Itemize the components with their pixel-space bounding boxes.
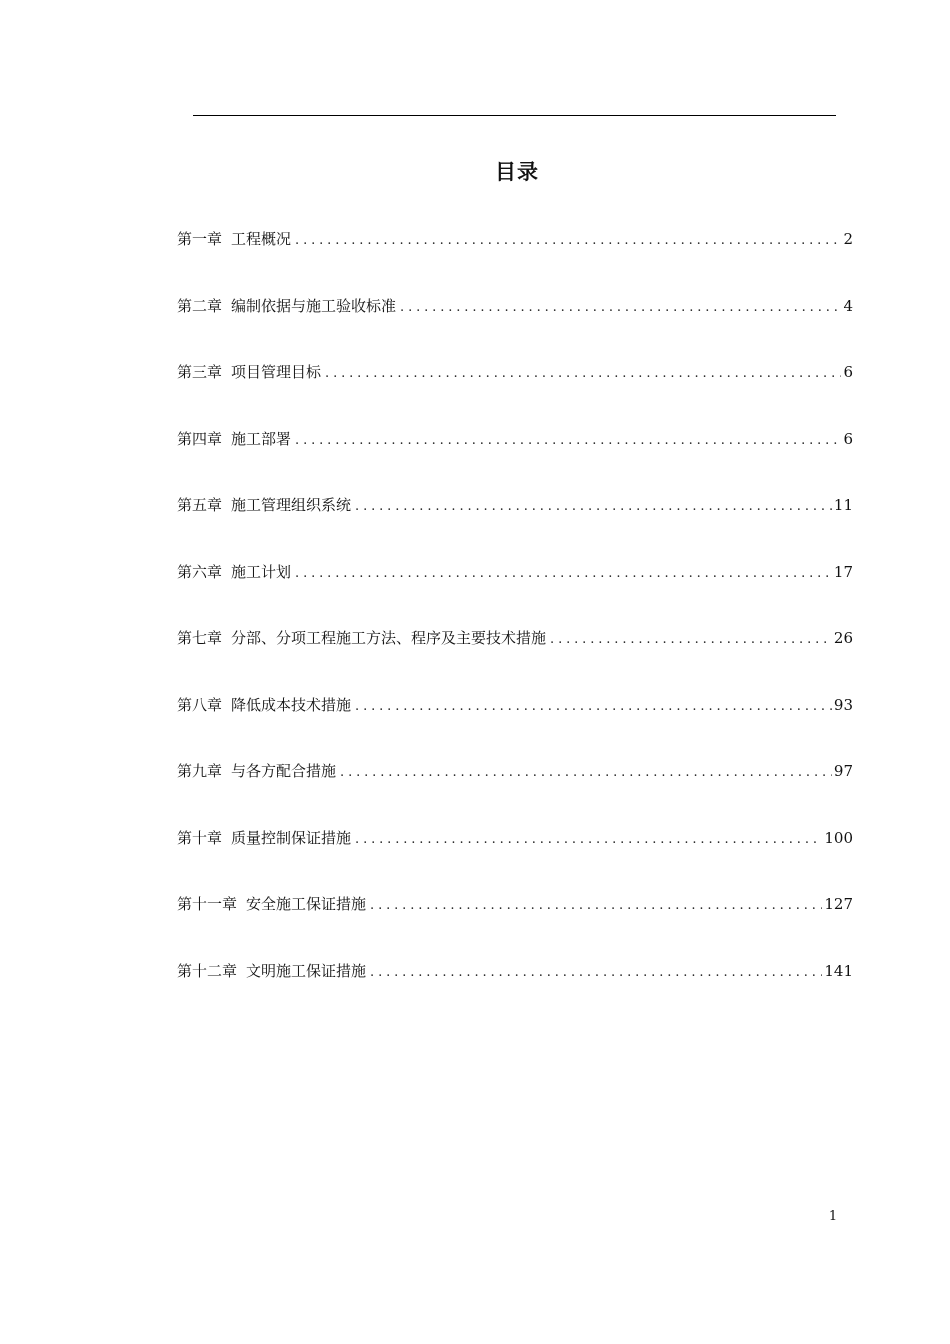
toc-chapter-title: 与各方配合措施 (231, 762, 337, 780)
toc-chapter-label: 第十二章 (177, 961, 238, 980)
toc-page-number: 6 (843, 429, 853, 448)
toc-chapter-title: 质量控制保证措施 (231, 828, 352, 847)
toc-entry[interactable] (177, 361, 853, 428)
toc-chapter-label: 第一章 (177, 230, 223, 248)
footer-page-number: 1 (828, 1209, 838, 1224)
toc-dot-leader (340, 762, 832, 784)
toc-entry[interactable] (177, 960, 853, 1027)
toc-entry[interactable] (177, 893, 853, 960)
toc-chapter-label: 第二章 (177, 296, 223, 315)
toc-page-number: 11 (833, 496, 853, 514)
toc-entry[interactable] (177, 694, 853, 761)
toc-chapter-title: 文明施工保证措施 (246, 961, 367, 980)
toc-entry[interactable] (177, 295, 853, 362)
toc-entry[interactable] (177, 228, 853, 295)
toc-chapter-label: 第十章 (177, 828, 223, 847)
toc-chapter-label: 第七章 (177, 629, 223, 647)
toc-entry[interactable] (177, 827, 853, 894)
toc-dot-leader (295, 430, 841, 452)
toc-dot-leader (370, 962, 822, 984)
toc-chapter-label: 第六章 (177, 562, 223, 581)
toc-chapter-label: 第四章 (177, 429, 223, 448)
toc-chapter-title: 分部、分项工程施工方法、程序及主要技术措施 (231, 629, 547, 647)
toc-dot-leader (355, 829, 822, 851)
toc-dot-leader (550, 629, 832, 651)
toc-chapter-label: 第八章 (177, 695, 223, 714)
toc-entry[interactable] (177, 428, 853, 495)
toc-dot-leader (325, 363, 841, 385)
toc-chapter-label: 第五章 (177, 496, 223, 514)
toc-page-number: 26 (833, 629, 853, 647)
toc-page-number: 97 (833, 762, 853, 780)
toc-entry[interactable] (177, 760, 853, 827)
toc-page-number: 141 (824, 961, 853, 980)
toc-chapter-label: 第九章 (177, 762, 223, 780)
toc-dot-leader (370, 895, 822, 917)
toc-chapter-title: 施工计划 (231, 562, 292, 581)
toc-chapter-title: 编制依据与施工验收标准 (231, 296, 397, 315)
toc-entry[interactable] (177, 561, 853, 628)
header-rule (193, 115, 836, 116)
toc-entry[interactable] (177, 494, 853, 561)
toc-list (177, 228, 853, 1026)
toc-chapter-title: 安全施工保证措施 (246, 895, 367, 913)
toc-page-number: 17 (833, 562, 853, 581)
toc-page-number: 2 (843, 230, 853, 248)
toc-page-number: 127 (824, 895, 853, 913)
toc-chapter-label: 第十一章 (177, 895, 238, 913)
toc-dot-leader (355, 696, 832, 718)
toc-dot-leader (295, 230, 841, 252)
toc-chapter-title: 工程概况 (231, 230, 292, 248)
toc-page-number: 6 (843, 363, 853, 381)
toc-chapter-title: 施工部署 (231, 429, 292, 448)
toc-dot-leader (355, 496, 832, 518)
toc-title: 目录 (495, 160, 539, 184)
toc-page-number: 4 (843, 296, 853, 315)
toc-chapter-title: 项目管理目标 (231, 363, 322, 381)
toc-chapter-title: 施工管理组织系统 (231, 496, 352, 514)
toc-entry[interactable] (177, 627, 853, 694)
toc-chapter-label: 第三章 (177, 363, 223, 381)
toc-page-number: 100 (824, 828, 853, 847)
toc-chapter-title: 降低成本技术措施 (231, 695, 352, 714)
toc-page-number: 93 (833, 695, 853, 714)
toc-dot-leader (295, 563, 832, 585)
toc-dot-leader (400, 297, 841, 319)
